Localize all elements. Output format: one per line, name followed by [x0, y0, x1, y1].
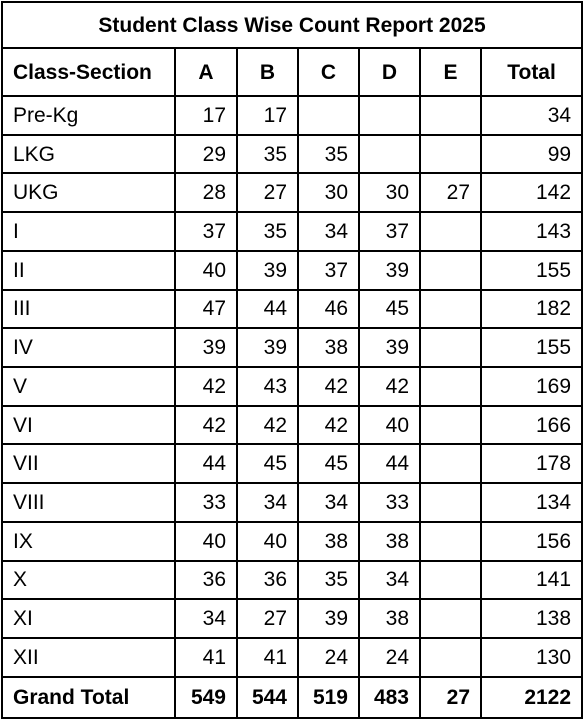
table-row	[2, 135, 582, 174]
section-b-cell: 39	[237, 251, 298, 290]
section-d-cell: 39	[359, 328, 420, 367]
header-section-d: D	[359, 48, 420, 96]
row-total-cell: 178	[481, 444, 582, 483]
section-a-cell: 42	[175, 367, 237, 406]
class-name-cell: IX	[2, 522, 175, 561]
section-d-cell: 44	[359, 444, 420, 483]
section-d-cell	[359, 96, 420, 135]
table-row	[2, 406, 582, 445]
section-b-cell: 35	[237, 135, 298, 174]
section-a-cell: 36	[175, 561, 237, 600]
section-b-cell: 36	[237, 561, 298, 600]
section-d-cell: 45	[359, 290, 420, 329]
section-c-cell: 34	[298, 483, 359, 522]
section-a-cell: 34	[175, 599, 237, 638]
row-total-cell: 155	[481, 251, 582, 290]
row-total-cell: 142	[481, 173, 582, 212]
table-row	[2, 444, 582, 483]
section-a-cell: 44	[175, 444, 237, 483]
section-c-cell	[298, 96, 359, 135]
section-d-cell: 33	[359, 483, 420, 522]
section-a-cell: 47	[175, 290, 237, 329]
section-b-cell: 39	[237, 328, 298, 367]
class-name-cell: XII	[2, 638, 175, 677]
row-total-cell: 169	[481, 367, 582, 406]
section-a-cell: 17	[175, 96, 237, 135]
section-b-cell: 45	[237, 444, 298, 483]
section-d-cell: 24	[359, 638, 420, 677]
section-e-cell: 27	[420, 173, 481, 212]
section-d-cell: 34	[359, 561, 420, 600]
class-name-cell: UKG	[2, 173, 175, 212]
table-row	[2, 367, 582, 406]
class-name-cell: I	[2, 212, 175, 251]
section-a-cell: 40	[175, 522, 237, 561]
section-e-cell	[420, 638, 481, 677]
section-e-cell	[420, 290, 481, 329]
row-total-cell: 143	[481, 212, 582, 251]
section-c-cell: 37	[298, 251, 359, 290]
section-c-cell: 46	[298, 290, 359, 329]
section-c-cell: 45	[298, 444, 359, 483]
section-e-cell	[420, 599, 481, 638]
grand-total-label: Grand Total	[2, 677, 175, 718]
report-title: Student Class Wise Count Report 2025	[2, 2, 582, 48]
table-row	[2, 328, 582, 367]
section-d-cell: 38	[359, 599, 420, 638]
section-e-cell	[420, 96, 481, 135]
section-e-cell	[420, 328, 481, 367]
class-count-report-table	[1, 1, 583, 719]
class-name-cell: VII	[2, 444, 175, 483]
section-e-cell	[420, 406, 481, 445]
section-b-cell: 42	[237, 406, 298, 445]
section-d-cell: 40	[359, 406, 420, 445]
table-row	[2, 290, 582, 329]
table-row	[2, 561, 582, 600]
table-row	[2, 599, 582, 638]
grand-total-row	[2, 677, 582, 718]
row-total-cell: 34	[481, 96, 582, 135]
section-d-cell: 37	[359, 212, 420, 251]
grand-total-e: 27	[420, 677, 481, 718]
section-a-cell: 42	[175, 406, 237, 445]
section-b-cell: 17	[237, 96, 298, 135]
section-e-cell	[420, 251, 481, 290]
section-c-cell: 38	[298, 328, 359, 367]
table-row	[2, 638, 582, 677]
section-a-cell: 29	[175, 135, 237, 174]
row-total-cell: 182	[481, 290, 582, 329]
section-e-cell	[420, 522, 481, 561]
row-total-cell: 134	[481, 483, 582, 522]
header-total: Total	[481, 48, 582, 96]
section-e-cell	[420, 561, 481, 600]
section-c-cell: 35	[298, 561, 359, 600]
header-section-a: A	[175, 48, 237, 96]
section-a-cell: 40	[175, 251, 237, 290]
section-d-cell: 39	[359, 251, 420, 290]
report-body	[2, 96, 582, 677]
section-e-cell	[420, 367, 481, 406]
section-b-cell: 35	[237, 212, 298, 251]
section-b-cell: 27	[237, 599, 298, 638]
class-name-cell: LKG	[2, 135, 175, 174]
header-class-section: Class-Section	[2, 48, 175, 96]
row-total-cell: 141	[481, 561, 582, 600]
section-b-cell: 41	[237, 638, 298, 677]
grand-total-a: 549	[175, 677, 237, 718]
header-section-e: E	[420, 48, 481, 96]
section-d-cell: 38	[359, 522, 420, 561]
row-total-cell: 166	[481, 406, 582, 445]
class-name-cell: VI	[2, 406, 175, 445]
section-e-cell	[420, 135, 481, 174]
section-a-cell: 37	[175, 212, 237, 251]
section-e-cell	[420, 483, 481, 522]
class-name-cell: VIII	[2, 483, 175, 522]
class-name-cell: V	[2, 367, 175, 406]
grand-total-d: 483	[359, 677, 420, 718]
header-section-b: B	[237, 48, 298, 96]
row-total-cell: 99	[481, 135, 582, 174]
section-e-cell	[420, 444, 481, 483]
section-b-cell: 40	[237, 522, 298, 561]
section-a-cell: 41	[175, 638, 237, 677]
class-name-cell: X	[2, 561, 175, 600]
section-d-cell: 30	[359, 173, 420, 212]
section-c-cell: 34	[298, 212, 359, 251]
table-row	[2, 212, 582, 251]
table-row	[2, 251, 582, 290]
row-total-cell: 155	[481, 328, 582, 367]
section-b-cell: 27	[237, 173, 298, 212]
class-name-cell: XI	[2, 599, 175, 638]
title-row	[2, 2, 582, 48]
section-c-cell: 38	[298, 522, 359, 561]
section-b-cell: 34	[237, 483, 298, 522]
row-total-cell: 130	[481, 638, 582, 677]
class-name-cell: IV	[2, 328, 175, 367]
row-total-cell: 156	[481, 522, 582, 561]
header-section-c: C	[298, 48, 359, 96]
grand-total-c: 519	[298, 677, 359, 718]
grand-total-b: 544	[237, 677, 298, 718]
section-c-cell: 30	[298, 173, 359, 212]
section-c-cell: 35	[298, 135, 359, 174]
section-a-cell: 33	[175, 483, 237, 522]
row-total-cell: 138	[481, 599, 582, 638]
section-a-cell: 28	[175, 173, 237, 212]
table-row	[2, 173, 582, 212]
table-row	[2, 96, 582, 135]
section-b-cell: 44	[237, 290, 298, 329]
section-b-cell: 43	[237, 367, 298, 406]
grand-total-total: 2122	[481, 677, 582, 718]
section-d-cell: 42	[359, 367, 420, 406]
header-row	[2, 48, 582, 96]
section-e-cell	[420, 212, 481, 251]
table-row	[2, 483, 582, 522]
class-name-cell: Pre-Kg	[2, 96, 175, 135]
section-c-cell: 42	[298, 367, 359, 406]
class-name-cell: III	[2, 290, 175, 329]
section-c-cell: 39	[298, 599, 359, 638]
section-c-cell: 24	[298, 638, 359, 677]
section-d-cell	[359, 135, 420, 174]
section-c-cell: 42	[298, 406, 359, 445]
section-a-cell: 39	[175, 328, 237, 367]
class-name-cell: II	[2, 251, 175, 290]
table-row	[2, 522, 582, 561]
